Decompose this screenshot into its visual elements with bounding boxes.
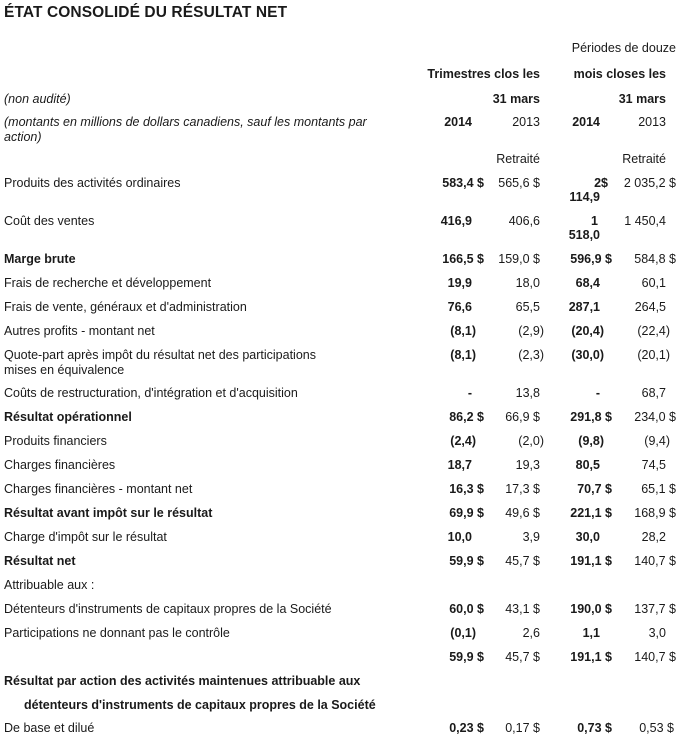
periods-heading-line2: mois closes les [573,67,666,81]
value-q2014: 59,9 $ [449,554,484,568]
value-q2014: 69,9 $ [449,506,484,520]
value-q2014: 0,23 $ [449,721,484,735]
value-p2014: 191,1 $ [570,554,612,568]
value-q2014: 76,6 [447,300,472,314]
value-p2013: 137,7 $ [634,602,676,616]
row-label: Résultat opérationnel [4,410,132,424]
table-row [0,530,689,546]
table-row [0,214,689,242]
table-row [0,626,689,642]
value-q2013: 0,17 $ [505,721,540,735]
value-q2014: 10,0 [447,530,472,544]
row-label: Frais de vente, généraux et d'administration [4,300,247,314]
value-q2013: 19,3 [515,458,540,472]
value-q2014: 19,9 [447,276,472,290]
row-label: Charges financières [4,458,116,472]
table-row [0,324,689,340]
value-q2014: 166,5 $ [442,252,484,266]
table-row [0,386,689,402]
value-p2013: 65,1 $ [641,482,676,496]
row-label: Détenteurs d'instruments de capitaux propres de la Société [4,602,332,616]
value-p2014: 291,8 $ [570,410,612,424]
quarters-date: 31 mars [492,92,540,106]
value-q2014: 416,9 [440,214,472,228]
table-row [0,721,689,737]
value-p2014: 287,1 [568,300,600,314]
value-q2013: 2,6 [522,626,540,640]
table-row [0,554,689,570]
eps-heading-line1: Résultat par action des activités maintenues attribuable aux [4,674,361,688]
value-q2014: (8,1) [450,348,476,362]
value-p2013: (9,4) [644,434,670,448]
table-row [0,578,689,594]
row-label: Résultat net [4,554,76,568]
year-q-2014: 2014 [444,115,472,129]
value-p2014: 0,73 $ [577,721,612,735]
value-q2014: 86,2 $ [449,410,484,424]
table-row [0,300,689,316]
value-p2014-part2: 518,0 [568,228,600,242]
value-p2014: 1,1 [582,626,600,640]
table-row [0,276,689,292]
year-q-2013: 2013 [512,115,540,129]
unaudited-note: (non audité) [4,92,71,106]
row-label: Frais de recherche et développement [4,276,212,290]
value-p2014-part1: 1 [591,214,598,228]
value-q2014: (8,1) [450,324,476,338]
value-p2014: 80,5 [575,458,600,472]
value-q2013: 49,6 $ [505,506,540,520]
value-p2013: 168,9 $ [634,506,676,520]
value-p2013: 28,2 [641,530,666,544]
value-p2014-part2: 114,9 [569,190,600,204]
value-p2014: (9,8) [578,434,604,448]
quarters-heading: Trimestres clos les [427,67,540,81]
statement-title: ÉTAT CONSOLIDÉ DU RÉSULTAT NET [4,4,288,21]
restated-q-label: Retraité [496,152,540,166]
value-q2013: 66,9 $ [505,410,540,424]
value-p2013: 234,0 $ [634,410,676,424]
periods-heading-line1: Périodes de douze [571,41,676,55]
value-p2014: 596,9 $ [570,252,612,266]
row-label: Résultat avant impôt sur le résultat [4,506,213,520]
periods-date: 31 mars [618,92,666,106]
row-label: Charges financières - montant net [4,482,193,496]
table-row [0,458,689,474]
value-q2014: 583,4 $ [442,176,484,190]
value-q2013: (2,9) [518,324,544,338]
value-p2013: 68,7 [641,386,666,400]
value-q2013: 406,6 [508,214,540,228]
value-q2013: 159,0 $ [498,252,540,266]
value-p2013: (22,4) [637,324,670,338]
row-label: Participations ne donnant pas le contrôle [4,626,230,640]
table-row [0,506,689,522]
value-q2014: - [467,386,472,400]
row-label: Attribuable aux : [4,578,95,592]
value-p2013: 60,1 [641,276,666,290]
value-p2013: 74,5 [641,458,666,472]
value-p2014: 30,0 [575,530,600,544]
row-label: Coûts de restructuration, d'intégration et d'acquisition [4,386,298,400]
value-p2013: 3,0 [648,626,666,640]
value-q2013: 65,5 [515,300,540,314]
value-p2013: (20,1) [637,348,670,362]
table-row [0,602,689,618]
value-q2013: (2,3) [518,348,544,362]
value-p2013: 140,7 $ [634,650,676,664]
value-p2014: 221,1 $ [570,506,612,520]
row-label: Produits des activités ordinaires [4,176,181,190]
value-p2014: 191,1 $ [570,650,612,664]
value-q2013: 45,7 $ [505,650,540,664]
value-p2013: 1 450,4 [624,214,666,228]
row-label: De base et dilué [4,721,95,735]
row-label: Charge d'impôt sur le résultat [4,530,167,544]
value-q2013: 13,8 [515,386,540,400]
value-q2014: 18,7 [447,458,472,472]
row-label: Produits financiers [4,434,107,448]
table-row [0,176,689,204]
value-p2014-part1: 2$ [594,176,608,190]
value-q2014: (0,1) [450,626,476,640]
year-p-2013: 2013 [638,115,666,129]
value-q2014: 59,9 $ [449,650,484,664]
eps-heading-line2: détenteurs d'instruments de capitaux propres de la Société [24,698,376,712]
value-q2014: 16,3 $ [449,482,484,496]
value-p2014: 190,0 $ [570,602,612,616]
table-row [0,434,689,450]
table-row [0,482,689,498]
value-p2013: 140,7 $ [634,554,676,568]
value-p2013: 0,53 $ [639,721,674,735]
row-label: Marge brute [4,252,76,266]
units-note: (montants en millions de dollars canadiens, sauf les montants par action) [4,115,367,144]
value-q2013: (2,0) [518,434,544,448]
value-q2013: 17,3 $ [505,482,540,496]
table-row [0,348,689,377]
value-p2013: 2 035,2 $ [623,176,676,190]
value-p2014: (30,0) [571,348,604,362]
row-label: Quote-part après impôt du résultat net des participations mises en équivalence [4,348,316,377]
year-p-2014: 2014 [572,115,600,129]
row-label: Coût des ventes [4,214,95,228]
value-p2014: 68,4 [575,276,600,290]
value-q2013: 18,0 [515,276,540,290]
table-row [0,410,689,426]
value-p2013: 264,5 [634,300,666,314]
value-p2014: 70,7 $ [577,482,612,496]
value-q2013: 3,9 [522,530,540,544]
table-row [0,252,689,268]
value-q2014: (2,4) [450,434,476,448]
table-row [0,650,689,666]
value-q2013: 565,6 $ [498,176,540,190]
restated-p-label: Retraité [622,152,666,166]
value-q2013: 45,7 $ [505,554,540,568]
value-p2014: - [595,386,600,400]
value-q2013: 43,1 $ [505,602,540,616]
value-p2014: (20,4) [571,324,604,338]
row-label: Autres profits - montant net [4,324,155,338]
value-p2013: 584,8 $ [634,252,676,266]
value-q2014: 60,0 $ [449,602,484,616]
